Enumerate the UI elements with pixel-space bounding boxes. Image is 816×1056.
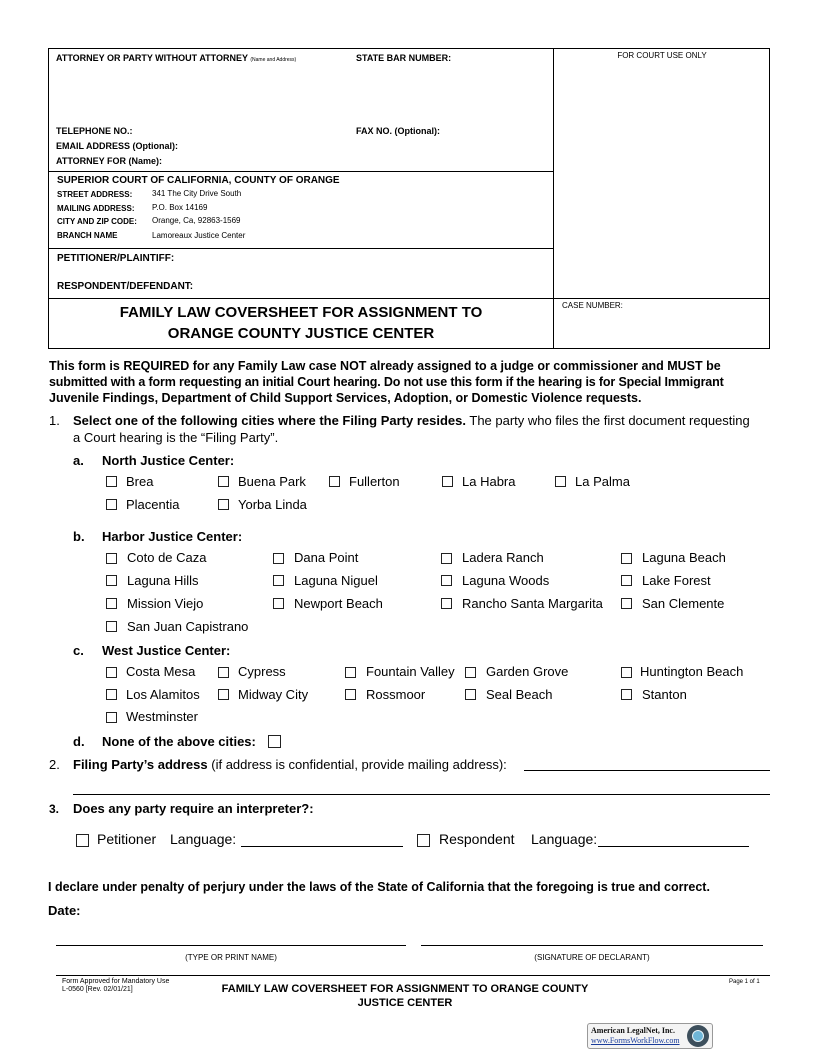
- checkbox-fullerton[interactable]: [329, 476, 340, 487]
- checkbox-laguna-niguel[interactable]: [273, 575, 284, 586]
- intro-line3: Juvenile Findings, Department of Child Support Services, Adoption, or Domestic Violence requests.: [49, 391, 642, 405]
- group-d-letter: d.: [73, 734, 85, 749]
- footer-divider: [56, 975, 770, 976]
- checkbox-newport-beach[interactable]: [273, 598, 284, 609]
- item2-text: Filing Party’s address (if address is confidential, provide mailing address):: [73, 757, 507, 772]
- petitioner-label: PETITIONER/PLAINTIFF:: [57, 253, 175, 264]
- item1-text-line2: a Court hearing is the “Filing Party”.: [73, 430, 279, 445]
- checkbox-rossmoor[interactable]: [345, 689, 356, 700]
- case-number-label: CASE NUMBER:: [562, 301, 623, 310]
- city-label-placentia: Placentia: [126, 497, 180, 512]
- city-label-huntington-beach: Huntington Beach: [640, 664, 744, 679]
- checkbox-yorba-linda[interactable]: [218, 499, 229, 510]
- signature-label: (SIGNATURE OF DECLARANT): [534, 953, 650, 962]
- divider: [48, 248, 554, 249]
- checkbox-garden-grove[interactable]: [465, 667, 476, 678]
- west-justice-center-title: West Justice Center:: [102, 643, 231, 658]
- form-code: L-0560 [Rev. 02/01/21]: [62, 986, 133, 993]
- filing-address-field-line2[interactable]: [73, 794, 770, 795]
- city-label-laguna-woods: Laguna Woods: [462, 573, 550, 588]
- city-label-lake-forest: Lake Forest: [642, 573, 711, 588]
- city-label-san-clemente: San Clemente: [642, 596, 725, 611]
- checkbox-coto-de-caza[interactable]: [106, 553, 117, 564]
- street-value: 341 The City Drive South: [152, 189, 242, 198]
- checkbox-westminster[interactable]: [106, 712, 117, 723]
- email-label: EMAIL ADDRESS (Optional):: [56, 141, 178, 151]
- checkbox-midway-city[interactable]: [218, 689, 229, 700]
- item1-text: Select one of the following cities where the Filing Party resides. The party who files the first document requesting: [73, 413, 750, 428]
- city-label-garden-grove: Garden Grove: [486, 664, 569, 679]
- petitioner-language-field[interactable]: [241, 846, 403, 847]
- harbor-justice-center-title: Harbor Justice Center:: [102, 529, 243, 544]
- checkbox-los-alamitos[interactable]: [106, 689, 117, 700]
- branch-label: BRANCH NAME: [57, 231, 118, 240]
- checkbox-rancho-santa-margarita[interactable]: [441, 598, 452, 609]
- state-bar-label: STATE BAR NUMBER:: [356, 53, 452, 63]
- signature-field[interactable]: [421, 945, 763, 946]
- group-c-letter: c.: [73, 643, 84, 658]
- legalnet-logo[interactable]: [587, 1023, 713, 1049]
- city-label-la-palma: La Palma: [575, 474, 630, 489]
- footer-title-line2: JUSTICE CENTER: [357, 997, 453, 1009]
- checkbox-laguna-hills[interactable]: [106, 575, 117, 586]
- intro-line1: This form is REQUIRED for any Family Law case NOT already assigned to a judge or commissioner and MUST be: [49, 359, 721, 373]
- city-label-dana-point: Dana Point: [294, 550, 359, 565]
- form-title-line1: FAMILY LAW COVERSHEET FOR ASSIGNMENT TO: [119, 304, 483, 321]
- checkbox-lake-forest[interactable]: [621, 575, 632, 586]
- city-label-laguna-hills: Laguna Hills: [127, 573, 199, 588]
- form-approved-label: Form Approved for Mandatory Use: [62, 978, 170, 985]
- logo-globe-icon: [687, 1025, 709, 1047]
- checkbox-laguna-beach[interactable]: [621, 553, 632, 564]
- logo-company-name: American LegalNet, Inc.: [591, 1026, 675, 1035]
- item3-question: Does any party require an interpreter?:: [73, 801, 314, 816]
- respondent-language-field[interactable]: [598, 846, 749, 847]
- city-label-westminster: Westminster: [126, 709, 198, 724]
- checkbox-stanton[interactable]: [621, 689, 632, 700]
- attorney-label: ATTORNEY OR PARTY WITHOUT ATTORNEY (Name and Address): [56, 53, 297, 63]
- checkbox-la-habra[interactable]: [442, 476, 453, 487]
- branch-value: Lamoreaux Justice Center: [152, 231, 246, 240]
- checkbox-buena-park[interactable]: [218, 476, 229, 487]
- city-label-fountain-valley: Fountain Valley: [366, 664, 455, 679]
- page-number: Page 1 of 1: [729, 979, 760, 985]
- checkbox-placentia[interactable]: [106, 499, 117, 510]
- checkbox-seal-beach[interactable]: [465, 689, 476, 700]
- petitioner-language-label: Language:: [170, 831, 237, 847]
- checkbox-brea[interactable]: [106, 476, 117, 487]
- city-label-mission-viejo: Mission Viejo: [127, 596, 204, 611]
- checkbox-costa-mesa[interactable]: [106, 667, 117, 678]
- group-a-letter: a.: [73, 453, 84, 468]
- city-label-los-alamitos: Los Alamitos: [126, 687, 200, 702]
- item3-number: 3.: [49, 802, 60, 816]
- checkbox-respondent-interpreter[interactable]: [417, 834, 430, 847]
- checkbox-petitioner-interpreter[interactable]: [76, 834, 89, 847]
- checkbox-laguna-woods[interactable]: [441, 575, 452, 586]
- mailing-value: P.O. Box 14169: [152, 203, 208, 212]
- court-title: SUPERIOR COURT OF CALIFORNIA, COUNTY OF ORANGE: [57, 175, 340, 186]
- date-label: Date:: [48, 903, 81, 918]
- attorney-for-label: ATTORNEY FOR (Name):: [56, 156, 163, 166]
- respondent-label: RESPONDENT/DEFENDANT:: [57, 281, 194, 292]
- city-label-rancho-santa-margarita: Rancho Santa Margarita: [462, 596, 603, 611]
- city-label-rossmoor: Rossmoor: [366, 687, 426, 702]
- checkbox-none-of-above[interactable]: [268, 735, 281, 748]
- north-justice-center-title: North Justice Center:: [102, 453, 235, 468]
- declaration-text: I declare under penalty of perjury under the laws of the State of California that the foregoing is true and correct.: [48, 880, 710, 894]
- street-label: STREET ADDRESS:: [57, 190, 133, 199]
- city-value: Orange, Ca, 92863-1569: [152, 216, 241, 225]
- print-name-field[interactable]: [56, 945, 406, 946]
- petitioner-label: Petitioner: [97, 831, 157, 847]
- checkbox-fountain-valley[interactable]: [345, 667, 356, 678]
- divider: [48, 298, 770, 299]
- respondent-language-label: Language:: [531, 831, 598, 847]
- filing-address-field[interactable]: [524, 770, 770, 771]
- checkbox-san-clemente[interactable]: [621, 598, 632, 609]
- city-label-yorba-linda: Yorba Linda: [238, 497, 307, 512]
- city-label-la-habra: La Habra: [462, 474, 516, 489]
- city-label-laguna-beach: Laguna Beach: [642, 550, 726, 565]
- city-label-stanton: Stanton: [642, 687, 687, 702]
- logo-url: www.FormsWorkFlow.com: [591, 1036, 680, 1045]
- divider: [48, 171, 554, 172]
- checkbox-mission-viejo[interactable]: [106, 598, 117, 609]
- city-label: CITY AND ZIP CODE:: [57, 217, 137, 226]
- checkbox-huntington-beach[interactable]: [621, 667, 632, 678]
- footer-title-line1: FAMILY LAW COVERSHEET FOR ASSIGNMENT TO ORANGE COUNTY: [221, 983, 589, 995]
- city-label-midway-city: Midway City: [238, 687, 309, 702]
- respondent-label: Respondent: [439, 831, 515, 847]
- form-title-line2: ORANGE COUNTY JUSTICE CENTER: [167, 325, 435, 342]
- type-print-name-label: (TYPE OR PRINT NAME): [185, 953, 277, 962]
- court-use-label: FOR COURT USE ONLY: [617, 51, 707, 60]
- city-label-ladera-ranch: Ladera Ranch: [462, 550, 544, 565]
- group-b-letter: b.: [73, 529, 85, 544]
- item1-number: 1.: [49, 413, 60, 428]
- city-label-buena-park: Buena Park: [238, 474, 306, 489]
- telephone-label: TELEPHONE NO.:: [56, 126, 133, 136]
- city-label-san-juan-capistrano: San Juan Capistrano: [127, 619, 249, 634]
- city-label-laguna-niguel: Laguna Niguel: [294, 573, 378, 588]
- checkbox-san-juan-capistrano[interactable]: [106, 621, 117, 632]
- none-of-above-label: None of the above cities:: [102, 734, 256, 749]
- city-label-fullerton: Fullerton: [349, 474, 400, 489]
- item2-number: 2.: [49, 757, 60, 772]
- mailing-label: MAILING ADDRESS:: [57, 204, 135, 213]
- checkbox-dana-point[interactable]: [273, 553, 284, 564]
- city-label-coto-de-caza: Coto de Caza: [127, 550, 207, 565]
- city-label-cypress: Cypress: [238, 664, 286, 679]
- checkbox-cypress[interactable]: [218, 667, 229, 678]
- city-label-seal-beach: Seal Beach: [486, 687, 553, 702]
- city-label-brea: Brea: [126, 474, 154, 489]
- checkbox-la-palma[interactable]: [555, 476, 566, 487]
- fax-label: FAX NO. (Optional):: [356, 126, 440, 136]
- intro-line2: submitted with a form requesting an initial Court hearing. Do not use this form if the hearing is for Special Immigrant: [49, 375, 724, 389]
- city-label-costa-mesa: Costa Mesa: [126, 664, 196, 679]
- city-label-newport-beach: Newport Beach: [294, 596, 383, 611]
- checkbox-ladera-ranch[interactable]: [441, 553, 452, 564]
